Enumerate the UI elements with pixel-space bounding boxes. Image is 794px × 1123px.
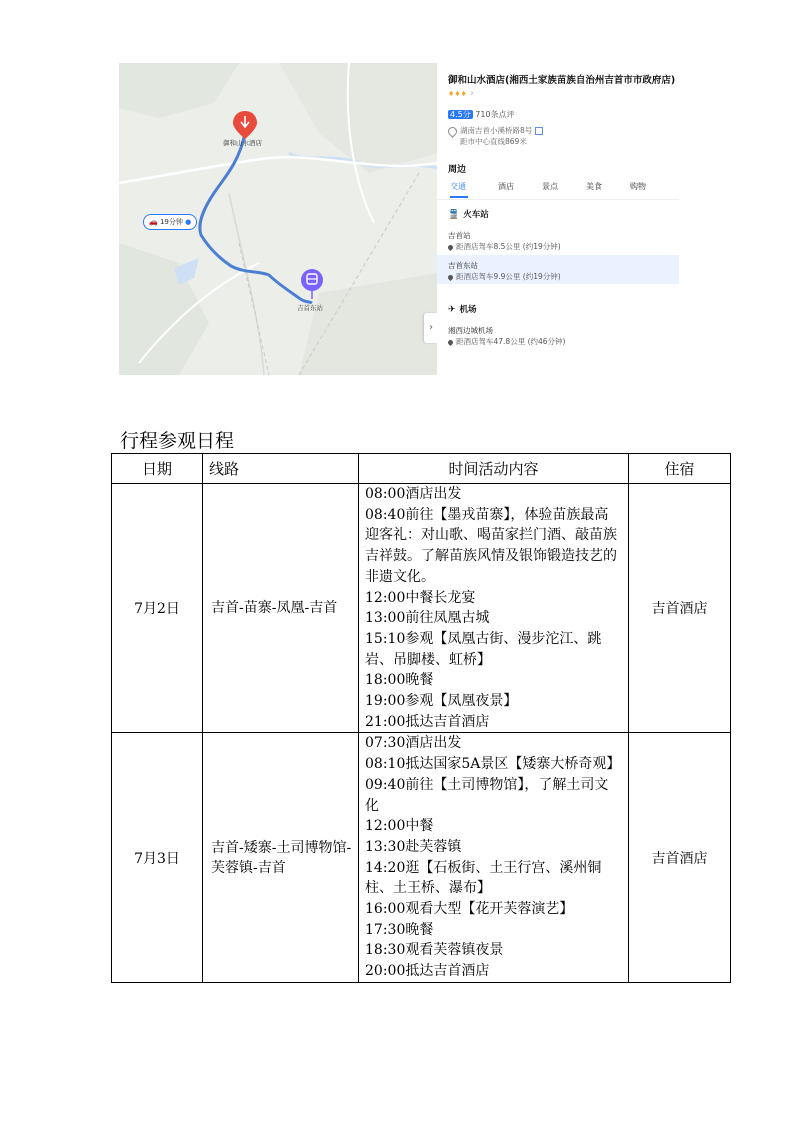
nearby-tabs (448, 181, 676, 197)
activity-item: 18:30观看芙蓉镇夜景 (365, 942, 504, 959)
chevron-right-icon: › (470, 88, 474, 99)
header-stay: 住宿 (629, 454, 731, 484)
activity-item: 15:10参观【凤凰古街、漫步沱江、跳岩、吊脚楼、虹桥】 (365, 630, 602, 668)
poi-item-selected[interactable] (448, 260, 561, 282)
header-route: 线路 (203, 454, 359, 484)
poi-item[interactable] (448, 325, 565, 347)
map-view[interactable] (119, 63, 437, 375)
activity-item: 13:30赴芙蓉镇 (365, 838, 462, 855)
table-row (112, 484, 731, 733)
hotel-map-label: 御和山水酒店 (223, 139, 262, 147)
hotel-info-panel (437, 63, 679, 375)
divider (437, 199, 679, 200)
location-icon (446, 125, 459, 138)
activity-item: 12:00中餐 (365, 818, 434, 835)
copy-icon[interactable] (535, 127, 543, 135)
airport-section-heading (448, 303, 477, 315)
nearby-heading: 周边 (448, 165, 467, 175)
station-map-label: 吉首东站 (297, 304, 323, 312)
review-count[interactable]: 710条点评 (475, 110, 515, 119)
schedule-title: 行程参观日程 (120, 430, 235, 452)
cell-activities (359, 733, 629, 982)
tab-hotel[interactable]: 酒店 (498, 182, 514, 191)
cell-date: 7月2日 (112, 484, 203, 733)
route-time-badge (143, 214, 197, 230)
activity-item: 20:00抵达吉首酒店 (365, 963, 490, 980)
poi-distance: 距酒店驾车8.5公里 (约19分钟) (456, 242, 561, 251)
activity-item: 09:40前往【土司博物馆】，了解土司文化 (365, 776, 609, 814)
activity-item: 08:00酒店出发 (365, 486, 462, 502)
activity-item: 08:10抵达国家5A景区【矮寨大桥奇观】 (365, 756, 621, 773)
cell-stay: 吉首酒店 (629, 484, 731, 733)
table-header-row (112, 454, 731, 484)
train-section-heading (448, 208, 489, 220)
score-badge: 4.5分 (450, 110, 471, 119)
airport-section-label: 机场 (459, 305, 477, 315)
tab-shopping[interactable]: 购物 (630, 182, 646, 191)
address: 湖南吉首小溪桥路8号 (460, 126, 533, 135)
activity-item: 07:30酒店出发 (365, 735, 462, 752)
location-icon (447, 338, 454, 345)
header-date: 日期 (112, 454, 203, 484)
table-row (112, 733, 731, 982)
activity-item: 16:00观看大型【花开芙蓉演艺】 (365, 901, 574, 918)
header-activities: 时间活动内容 (359, 454, 629, 484)
cell-route: 吉首-苗寨-凤凰-吉首 (203, 484, 359, 733)
schedule-table (111, 453, 731, 983)
activity-item: 17:30晚餐 (365, 921, 434, 938)
activity-item: 13:00前往凤凰古城 (365, 610, 490, 627)
transit-icon: ● (185, 218, 192, 226)
cell-date: 7月3日 (112, 733, 203, 982)
hotel-title: 御和山水酒店(湘西土家族苗族自治州吉首市市政府店) (448, 75, 676, 86)
poi-distance: 距酒店驾车47.8公里 (约46分钟) (456, 337, 566, 346)
address-block (448, 125, 543, 147)
poi-name: 吉首站 (448, 231, 471, 240)
distance-center: 距市中心直线869米 (460, 137, 527, 146)
tab-attractions[interactable]: 景点 (542, 182, 558, 191)
hotel-stars: ♦♦♦ (448, 90, 467, 98)
cell-route: 吉首-矮寨-土司博物馆-芙蓉镇-吉首 (203, 733, 359, 982)
tab-traffic[interactable]: 交通 (450, 182, 466, 191)
hotel-map-screenshot (119, 63, 679, 375)
activity-item: 19:00参观【凤凰夜景】 (365, 693, 518, 710)
hotel-name[interactable] (448, 74, 676, 101)
rating-row (448, 109, 515, 120)
activity-item: 14:20逛【石板街、土王行宫、溪州铜柱、土王桥、瀑布】 (365, 859, 602, 897)
cell-activities (359, 484, 629, 733)
train-section-label: 火车站 (463, 210, 489, 220)
poi-name: 吉首东站 (448, 261, 478, 270)
collapse-panel-button[interactable] (424, 313, 438, 343)
chevron-right-icon: › (429, 322, 433, 333)
poi-item[interactable] (448, 230, 561, 252)
location-icon (447, 243, 454, 250)
poi-name: 湘西边城机场 (448, 326, 493, 335)
active-tab-indicator (450, 196, 468, 198)
car-icon: 🚗 (149, 218, 158, 226)
activity-item: 18:00晚餐 (365, 672, 434, 689)
poi-distance: 距酒店驾车9.9公里 (约19分钟) (456, 272, 561, 281)
location-icon (447, 273, 454, 280)
route-time: 19分钟 (159, 218, 183, 226)
tab-food[interactable]: 美食 (586, 182, 602, 191)
activity-item: 21:00抵达吉首酒店 (365, 713, 490, 730)
cell-stay: 吉首酒店 (629, 733, 731, 982)
airplane-icon: ✈ (448, 305, 456, 315)
activity-item: 08:40前往【墨戎苗寨】，体验苗族最高迎客礼：对山歌、喝苗家拦门酒、敲苗族吉祥鼓。了解苗族风情及银饰锻造技艺的非遗文化。 (365, 506, 617, 585)
activity-item: 12:00中餐长龙宴 (365, 589, 476, 606)
train-icon: 🚆 (448, 210, 460, 220)
